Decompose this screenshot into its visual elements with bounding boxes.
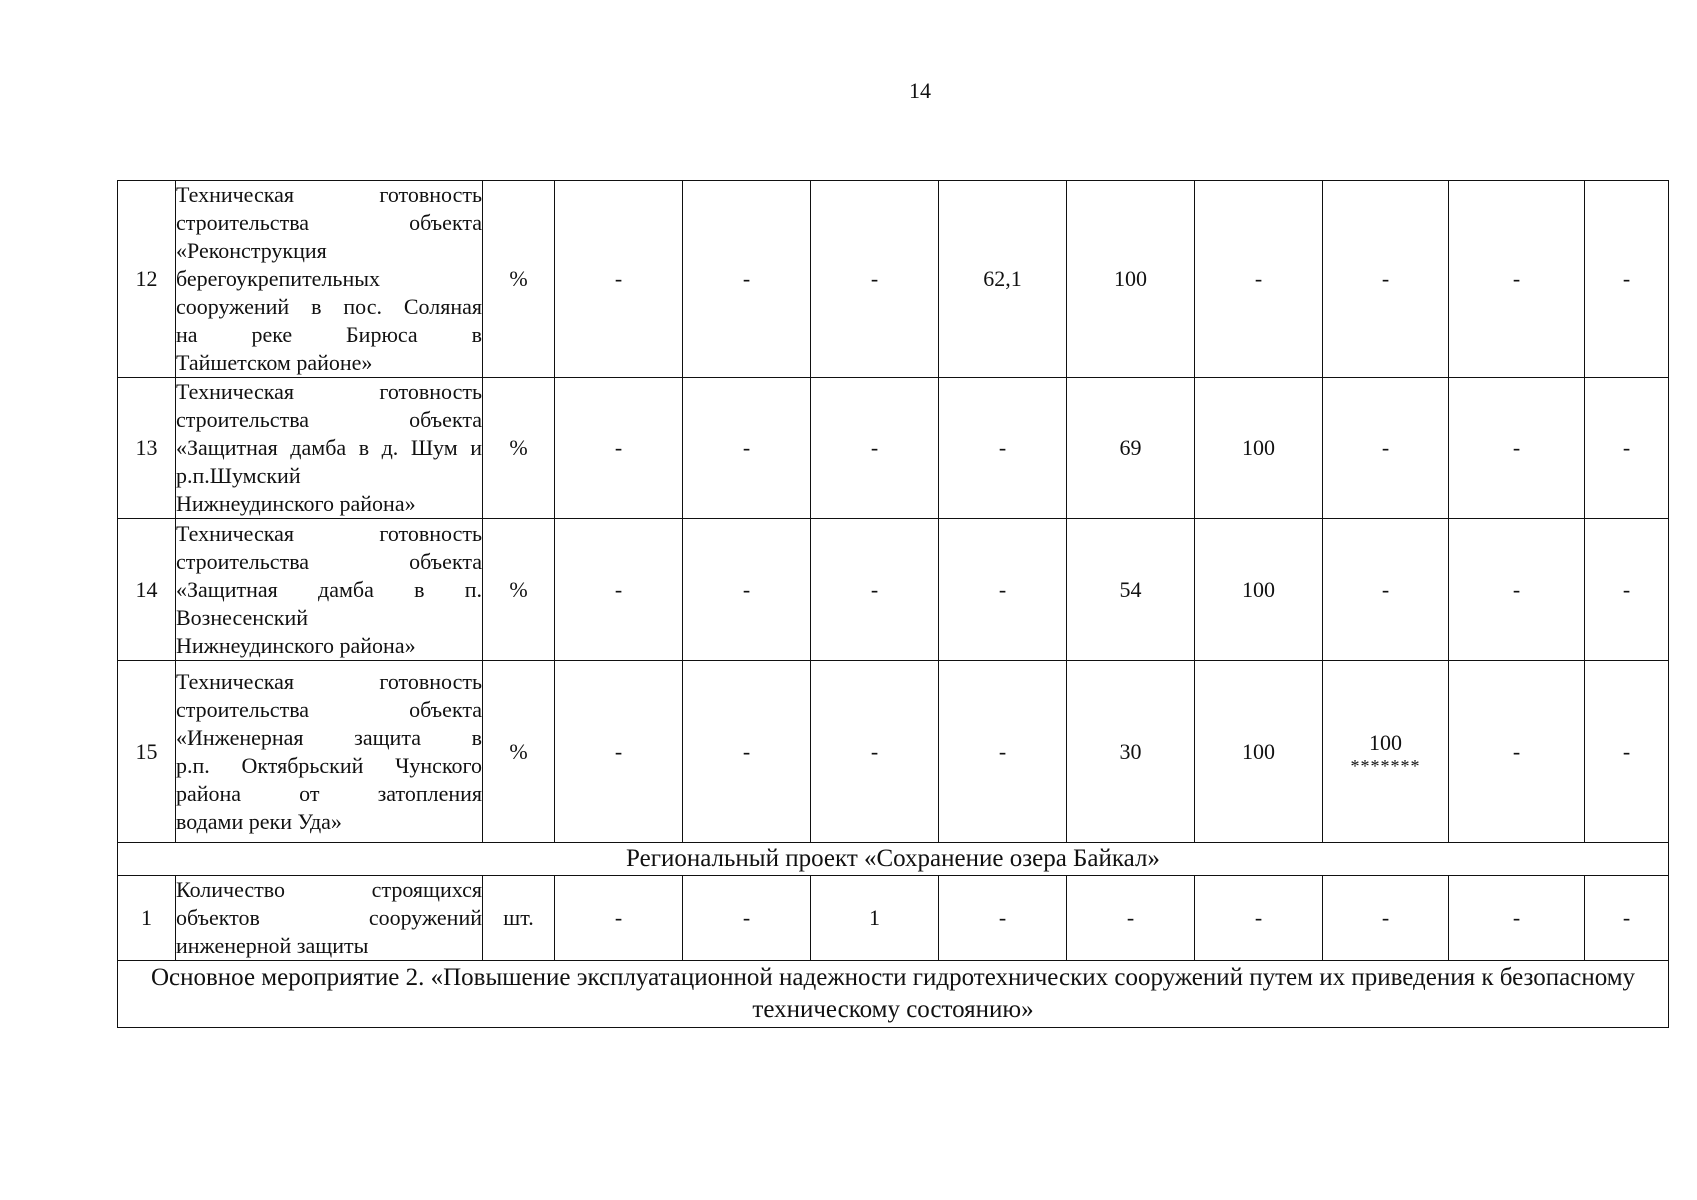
description-line: на реке Бирюса в: [176, 322, 482, 347]
description-line: «Реконструкция: [176, 238, 327, 263]
value-text: -: [614, 266, 623, 291]
value-text: -: [742, 576, 751, 602]
value-cell: [1323, 181, 1449, 378]
value-cell: [1067, 378, 1195, 519]
value-text: -: [1512, 576, 1521, 602]
value-cell: [1067, 181, 1195, 378]
row-number: 13: [118, 378, 176, 519]
value-cell: [811, 661, 939, 843]
value-cell: [683, 181, 811, 378]
value-text: -: [1254, 266, 1263, 291]
description-line: Техническая готовность: [176, 379, 482, 404]
value-text: -: [614, 576, 623, 602]
unit-cell: %: [483, 181, 555, 378]
value-text: 100: [1242, 738, 1275, 764]
value-cell: [811, 876, 939, 961]
value-text: -: [1512, 435, 1521, 460]
value-text: -: [998, 738, 1007, 764]
value-text: -: [742, 905, 751, 930]
value-text: -: [1622, 435, 1631, 460]
value-text: -: [1622, 576, 1631, 602]
value-cell: [555, 876, 683, 961]
value-text: 100: [1369, 729, 1402, 755]
value-cell: [683, 876, 811, 961]
description-line: Вознесенский: [176, 604, 309, 630]
value-text: -: [614, 738, 623, 764]
value-text: -: [1381, 266, 1390, 291]
indicator-description: [176, 519, 483, 661]
value-cell: [1449, 181, 1585, 378]
value-text: 30: [1119, 738, 1142, 764]
value-cell: [1195, 181, 1323, 378]
value-cell: [811, 519, 939, 661]
value-text: -: [1254, 905, 1263, 930]
description-line: р.п.Шумский: [176, 463, 301, 488]
description-line: строительства объекта: [176, 407, 482, 432]
unit-cell: %: [483, 378, 555, 519]
value-text: -: [1381, 435, 1390, 460]
description-line: Техническая готовность: [176, 668, 482, 694]
value-text: -: [614, 905, 623, 930]
main-event-title: Основное мероприятие 2. «Повышение эксплуатационной надежности гидротехнических сооружений путем их приведения к безопасному техническому состоянию»: [118, 961, 1669, 1028]
section-row: [118, 843, 1669, 876]
value-cell: [1449, 378, 1585, 519]
description-line: строительства объекта: [176, 210, 482, 235]
value-cell: [1323, 661, 1449, 843]
table-row: [118, 181, 1669, 378]
description-line: инженерной защиты: [176, 933, 369, 958]
value-text: -: [614, 435, 623, 460]
value-cell: [811, 378, 939, 519]
value-text: -: [742, 738, 751, 764]
description-line: берегоукрепительных: [176, 266, 381, 291]
value-cell: [1323, 378, 1449, 519]
value-cell: [1067, 876, 1195, 961]
description-line: Техническая готовность: [176, 520, 482, 546]
value-cell: [811, 181, 939, 378]
row-number: 14: [118, 519, 176, 661]
value-cell: [1585, 181, 1669, 378]
value-cell: [1195, 876, 1323, 961]
value-text: -: [870, 435, 879, 460]
indicator-description: [176, 181, 483, 378]
value-cell: [1449, 519, 1585, 661]
unit-cell: %: [483, 519, 555, 661]
description-line: строительства объекта: [176, 696, 482, 722]
description-line: района от затопления: [176, 780, 482, 806]
value-text: 100: [1242, 435, 1275, 460]
description-line: «Инженерная защита в: [176, 724, 482, 750]
value-text: -: [1622, 266, 1631, 291]
value-cell: [1449, 661, 1585, 843]
indicator-description: [176, 661, 483, 843]
section-title: Региональный проект «Сохранение озера Байкал»: [118, 843, 1669, 876]
description-line: строительства объекта: [176, 548, 482, 574]
value-cell: [555, 661, 683, 843]
value-text: -: [998, 435, 1007, 460]
table-row: [118, 378, 1669, 519]
value-cell: [1585, 519, 1669, 661]
value-text: 100: [1114, 266, 1147, 291]
value-cell: [1585, 661, 1669, 843]
unit-cell: %: [483, 661, 555, 843]
row-number: 1: [118, 876, 176, 961]
value-cell: [555, 181, 683, 378]
value-text: -: [1622, 738, 1631, 764]
value-cell: [555, 378, 683, 519]
value-cell: [1195, 661, 1323, 843]
value-text: -: [1126, 905, 1135, 930]
value-text: -: [998, 576, 1007, 602]
value-cell: [939, 519, 1067, 661]
value-text: -: [1512, 266, 1521, 291]
value-text: 54: [1119, 576, 1142, 602]
indicators-table: [117, 180, 1669, 1028]
value-text: 1: [869, 905, 880, 930]
description-line: Нижнеудинского района»: [176, 632, 416, 658]
value-text: -: [742, 266, 751, 291]
value-text: -: [998, 905, 1007, 930]
main-event-row: [118, 961, 1669, 1028]
value-cell: [939, 378, 1067, 519]
value-text: 62,1: [983, 266, 1022, 291]
value-cell: [1195, 519, 1323, 661]
description-line: объектов сооружений: [176, 905, 482, 930]
value-cell: [1067, 661, 1195, 843]
page-number: 14: [909, 78, 931, 103]
indicator-description: [176, 876, 483, 961]
value-cell: [683, 378, 811, 519]
value-cell: [1449, 876, 1585, 961]
value-text: 100: [1242, 576, 1275, 602]
value-text: -: [1381, 576, 1390, 602]
description-line: Техническая готовность: [176, 182, 482, 207]
description-line: Тайшетском районе»: [176, 350, 373, 375]
unit-cell: шт.: [483, 876, 555, 961]
table-row: [118, 661, 1669, 843]
value-cell: [1323, 876, 1449, 961]
value-text: -: [1381, 905, 1390, 930]
value-text: -: [742, 435, 751, 460]
value-cell: [1585, 378, 1669, 519]
indicator-description: [176, 378, 483, 519]
value-text: -: [1512, 738, 1521, 764]
value-text: -: [870, 738, 879, 764]
description-line: Нижнеудинского района»: [176, 491, 416, 516]
value-cell: [683, 661, 811, 843]
value-text: 69: [1119, 435, 1142, 460]
description-line: сооружений в пос. Соляная: [176, 294, 482, 319]
value-cell: [683, 519, 811, 661]
value-cell: [1585, 876, 1669, 961]
table-row: [118, 876, 1669, 961]
value-cell: [555, 519, 683, 661]
value-text: -: [870, 266, 879, 291]
value-text: -: [870, 576, 879, 602]
table-row: [118, 519, 1669, 661]
value-cell: [939, 661, 1067, 843]
row-number: 12: [118, 181, 176, 378]
value-cell: [939, 181, 1067, 378]
value-cell: [1195, 378, 1323, 519]
value-text: -: [1622, 905, 1631, 930]
value-cell: [939, 876, 1067, 961]
description-line: «Защитная дамба в п.: [176, 576, 482, 602]
footnote-marker: *******: [1350, 755, 1421, 776]
description-line: водами реки Уда»: [176, 808, 342, 834]
value-cell: [1323, 519, 1449, 661]
description-line: «Защитная дамба в д. Шум и: [176, 435, 482, 460]
value-text: -: [1512, 905, 1521, 930]
description-line: Количество строящихся: [176, 877, 482, 902]
description-line: р.п. Октябрьский Чунского: [176, 752, 482, 778]
value-cell: [1067, 519, 1195, 661]
row-number: 15: [118, 661, 176, 843]
